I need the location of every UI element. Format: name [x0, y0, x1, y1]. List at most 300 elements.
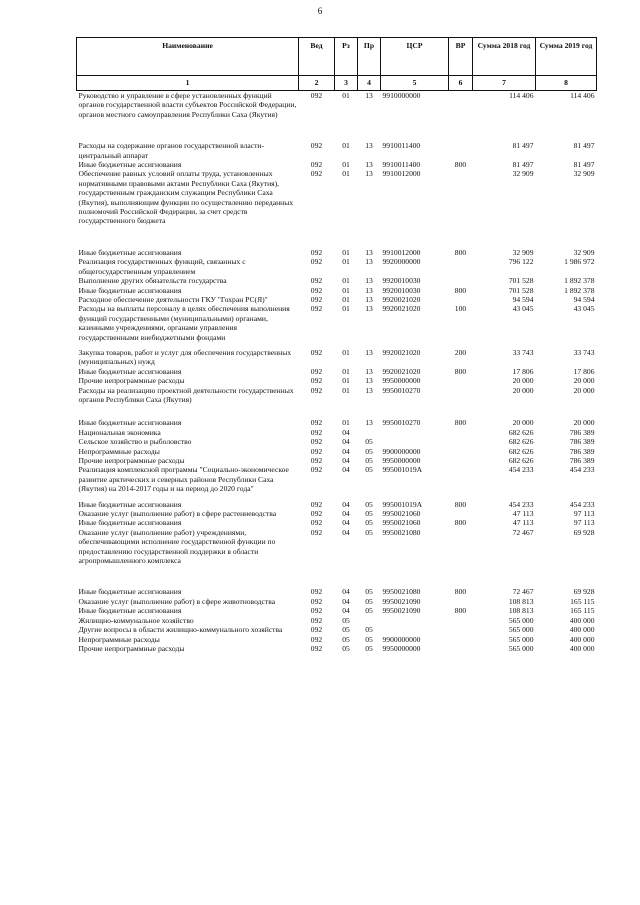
- row-ved: 092: [310, 418, 323, 428]
- column-number-row: [77, 76, 597, 91]
- row-sum-2019: 454 233: [569, 465, 595, 475]
- row-ved: 092: [310, 276, 323, 286]
- table-row: [77, 625, 597, 634]
- row-name: Руководство и управление в сфере установленных функций органов государственной власти субъектов Российской Федерации, органов местного самоуправления Республики Саха (Якутия): [78, 91, 297, 119]
- row-vr: 800: [454, 247, 467, 257]
- row-sum-2018: 114 406: [509, 91, 534, 100]
- header-csr: ЦСР: [381, 38, 449, 76]
- row-name: Расходы на реализацию проектной деятельности государственных органов Республики Саха (Якутия): [78, 385, 294, 404]
- row-vr: [449, 169, 473, 247]
- row-sum-2019: 786 389: [569, 456, 595, 465]
- row-ved: 092: [310, 347, 323, 357]
- row-pr: [358, 428, 381, 437]
- row-sum-2019: 69 928: [573, 527, 595, 537]
- row-sum-2018: 796 122: [508, 257, 534, 267]
- row-sum-2018: 108 813: [508, 606, 534, 616]
- row-pr: 13: [365, 294, 373, 304]
- table-row: [77, 465, 597, 499]
- row-ved: 092: [310, 294, 323, 304]
- header-vr: ВР: [449, 38, 473, 76]
- table-row: [77, 456, 597, 465]
- row-pr: 13: [365, 366, 373, 376]
- row-ved: 092: [310, 587, 323, 597]
- table-row: [77, 276, 597, 285]
- header-ved: Вед: [299, 38, 335, 76]
- row-vr: [449, 597, 473, 606]
- row-pr: 05: [365, 465, 373, 475]
- row-ved: 092: [310, 509, 323, 519]
- table-row: [77, 295, 597, 304]
- header-pr: Пр: [358, 38, 381, 76]
- row-pr: 05: [365, 634, 373, 644]
- row-sum-2019: 32 909: [573, 247, 595, 257]
- row-sum-2018: 47 113: [512, 518, 534, 528]
- row-pr: 05: [365, 625, 373, 635]
- row-rz: 05: [342, 625, 350, 635]
- row-pr: 05: [365, 518, 373, 528]
- row-vr: [449, 447, 473, 456]
- table-body: [77, 91, 597, 654]
- row-rz: 01: [342, 418, 350, 428]
- row-ved: 092: [310, 606, 323, 616]
- row-vr: 800: [454, 418, 467, 428]
- row-vr: 100: [454, 304, 467, 314]
- row-sum-2019: 20 000: [573, 385, 595, 395]
- row-pr: 13: [365, 304, 373, 314]
- row-rz: 01: [342, 276, 350, 286]
- row-csr: 9900000000: [382, 446, 421, 456]
- row-csr: 9920000000: [382, 257, 421, 267]
- row-vr: [449, 635, 473, 644]
- row-name: Прочие непрограммные расходы: [78, 643, 185, 653]
- row-rz: 01: [342, 169, 350, 179]
- row-pr: 05: [365, 587, 373, 597]
- row-ved: 092: [310, 596, 323, 606]
- row-name: Расходы на выплаты персоналу в целях обеспечения выполнения функций государственными (муниципальными) органами, казенными учреждениями, органами управления государственными внебюджетными фондами: [78, 304, 290, 342]
- row-sum-2018: 81 497: [512, 160, 534, 170]
- header-rz: Рз: [335, 38, 358, 76]
- row-rz: 04: [342, 606, 350, 616]
- row-csr: 9920021020: [382, 294, 421, 304]
- row-sum-2019: 20 000: [573, 418, 595, 428]
- row-name: Другие вопросы в области жилищно-коммунального хозяйства: [78, 625, 283, 635]
- row-vr: 800: [454, 366, 467, 376]
- table-row: [77, 160, 597, 169]
- row-sum-2019: 786 389: [569, 437, 595, 447]
- row-ved: 092: [310, 465, 323, 475]
- row-ved: 092: [310, 499, 323, 509]
- row-rz: 04: [342, 465, 350, 475]
- row-sum-2019: 400 000: [569, 634, 595, 644]
- row-vr: [449, 456, 473, 465]
- row-csr: [381, 625, 449, 634]
- row-sum-2019: 20 000: [573, 376, 595, 386]
- row-rz: 01: [342, 376, 350, 386]
- row-ved: 092: [310, 141, 323, 151]
- row-ved: 092: [310, 385, 323, 395]
- row-csr: 9900000000: [382, 634, 421, 644]
- row-sum-2018: 565 000: [508, 615, 534, 625]
- column-number: 5: [381, 76, 449, 91]
- row-sum-2018: 108 813: [508, 596, 534, 606]
- table-row: [77, 91, 597, 142]
- row-rz: 01: [342, 91, 350, 100]
- row-pr: 13: [365, 385, 373, 395]
- row-rz: 01: [342, 247, 350, 257]
- row-rz: 01: [342, 347, 350, 357]
- row-sum-2018: 682 626: [508, 456, 534, 465]
- row-csr: 9950021090: [382, 606, 421, 616]
- row-sum-2019: 17 806: [573, 366, 595, 376]
- row-sum-2018: 81 497: [512, 141, 534, 151]
- row-name: Национальная экономика: [78, 427, 161, 437]
- row-name: Непрограммные расходы: [78, 446, 160, 456]
- row-ved: 092: [310, 634, 323, 644]
- row-rz: 01: [342, 294, 350, 304]
- row-vr: [449, 295, 473, 304]
- row-rz: 01: [342, 304, 350, 314]
- row-csr: 9950021090: [382, 596, 421, 606]
- row-pr: 05: [365, 527, 373, 537]
- row-name: Обеспечение равных условий оплаты труда, установленных нормативными правовыми актами Республики Саха (Якутия), государственным гражданским служащим Республики Саха (Якутия), выполняющим функции по осуществлению переданных полномочий Российской Федерации, за счет средств государственного бюджета: [78, 169, 294, 226]
- table-row: [77, 169, 597, 247]
- row-sum-2019: 786 389: [569, 427, 595, 437]
- row-ved: 092: [310, 247, 323, 257]
- row-rz: 01: [342, 366, 350, 376]
- table-row: [77, 644, 597, 653]
- row-sum-2019: 32 909: [573, 169, 595, 179]
- row-vr: [449, 428, 473, 437]
- row-sum-2018: 33 743: [512, 347, 534, 357]
- row-name: Прочие непрограммные расходы: [78, 376, 185, 386]
- row-vr: 800: [454, 285, 467, 295]
- row-csr: 9920010030: [382, 285, 421, 295]
- column-number: 7: [473, 76, 536, 91]
- row-sum-2018: 682 626: [508, 437, 534, 447]
- row-csr: 9910011400: [382, 141, 421, 151]
- budget-table: [76, 37, 597, 653]
- row-csr: [381, 428, 449, 437]
- row-vr: 800: [454, 160, 467, 170]
- row-rz: 04: [342, 437, 350, 447]
- table-row: [77, 367, 597, 376]
- row-ved: 092: [310, 625, 323, 635]
- row-pr: 13: [365, 91, 373, 100]
- column-number: 4: [358, 76, 381, 91]
- row-rz: 01: [342, 385, 350, 395]
- row-pr: 05: [365, 643, 373, 653]
- row-name: Расходы на содержание органов государственной власти- центральный аппарат: [78, 141, 265, 160]
- table-row: [77, 376, 597, 385]
- row-sum-2019: 400 000: [569, 625, 595, 635]
- row-pr: [358, 616, 381, 625]
- table-row: [77, 304, 597, 348]
- row-rz: 04: [342, 456, 350, 465]
- row-pr: 13: [365, 141, 373, 151]
- row-ved: 092: [310, 643, 323, 653]
- row-ved: 092: [310, 285, 323, 295]
- row-rz: 05: [342, 615, 350, 625]
- row-ved: 092: [310, 518, 323, 528]
- row-csr: 995001019А: [382, 465, 423, 475]
- row-rz: 01: [342, 285, 350, 295]
- row-csr: 995001019А: [382, 499, 423, 509]
- row-csr: 9910012000: [382, 247, 421, 257]
- table-row: [77, 141, 597, 160]
- row-name: Оказание услуг (выполнение работ) в сфере животноводства: [78, 596, 276, 606]
- row-sum-2018: 94 594: [512, 294, 534, 304]
- row-pr: 13: [365, 418, 373, 428]
- row-rz: 04: [342, 427, 350, 437]
- row-rz: 04: [342, 587, 350, 597]
- table-row: [77, 635, 597, 644]
- row-sum-2018: 682 626: [508, 446, 534, 456]
- table-row: [77, 500, 597, 509]
- row-vr: [449, 386, 473, 419]
- row-sum-2018: 701 528: [508, 285, 534, 295]
- row-sum-2018: 454 233: [508, 499, 534, 509]
- row-name: Иные бюджетные ассигнования: [78, 366, 182, 376]
- table-row: [77, 386, 597, 419]
- row-csr: 9920021020: [382, 304, 421, 314]
- table-row: [77, 597, 597, 606]
- row-name: Иные бюджетные ассигнования: [78, 418, 182, 428]
- row-ved: 092: [310, 304, 323, 314]
- row-sum-2019: 1 892 378: [564, 276, 595, 286]
- row-ved: 092: [310, 427, 323, 437]
- header-name: Наименование: [77, 38, 299, 76]
- row-name: Реализация комплексной программы "Социально-экономическое развитие арктических и северных районов Республики Саха (Якутия) на 2014-2017 годы и на период до 2020 года": [78, 465, 289, 494]
- table-row: [77, 587, 597, 596]
- row-rz: 04: [342, 499, 350, 509]
- row-name: Выполнение других обязательств государства: [78, 276, 227, 286]
- row-sum-2019: 81 497: [573, 141, 595, 151]
- row-ved: 092: [310, 527, 323, 537]
- row-vr: [449, 141, 473, 160]
- header-row: [77, 38, 597, 76]
- row-pr: 13: [365, 376, 373, 386]
- row-sum-2019: 400 000: [569, 615, 595, 625]
- row-vr: [449, 91, 473, 142]
- row-name: Непрограммные расходы: [78, 634, 160, 644]
- header-sum-2018: Сумма 2018 год: [473, 38, 536, 76]
- table-row: [77, 286, 597, 295]
- table-row: [77, 606, 597, 615]
- row-sum-2019: 97 113: [573, 518, 595, 528]
- row-rz: 04: [342, 509, 350, 519]
- row-csr: 9950010270: [382, 418, 421, 428]
- row-sum-2019: 43 045: [573, 304, 595, 314]
- row-pr: 05: [365, 437, 373, 447]
- row-sum-2018: 20 000: [512, 376, 534, 386]
- row-ved: 092: [310, 437, 323, 447]
- table-row: [77, 616, 597, 625]
- table-row: [77, 528, 597, 588]
- row-sum-2018: 72 467: [512, 587, 534, 597]
- row-ved: 092: [310, 366, 323, 376]
- table-row: [77, 248, 597, 257]
- row-csr: 9950021080: [382, 587, 421, 597]
- row-sum-2018: 454 233: [508, 465, 534, 475]
- row-name: Иные бюджетные ассигнования: [78, 499, 182, 509]
- row-sum-2019: 69 928: [573, 587, 595, 597]
- row-csr: 9920021020: [382, 347, 421, 357]
- table-row: [77, 518, 597, 527]
- row-sum-2019: 94 594: [573, 294, 595, 304]
- row-pr: 05: [365, 596, 373, 606]
- row-csr: 9950021060: [382, 518, 421, 528]
- page-number: 6: [317, 6, 323, 16]
- row-csr: 9920021020: [382, 366, 421, 376]
- row-vr: 800: [454, 518, 467, 528]
- row-rz: 01: [342, 141, 350, 151]
- row-vr: [449, 625, 473, 634]
- row-sum-2018: 565 000: [508, 643, 534, 653]
- row-rz: 04: [342, 527, 350, 537]
- row-csr: 9920010030: [382, 276, 421, 286]
- row-pr: 05: [365, 446, 373, 456]
- row-sum-2018: 20 000: [512, 418, 534, 428]
- row-vr: [449, 616, 473, 625]
- row-sum-2019: 400 000: [569, 643, 595, 653]
- row-csr: 9950021060: [382, 509, 421, 519]
- row-vr: 800: [454, 606, 467, 616]
- header-sum-2019: Сумма 2019 год: [536, 38, 597, 76]
- table-row: [77, 418, 597, 427]
- row-csr: 9950000000: [382, 643, 421, 653]
- row-name: Сельское хозяйство и рыболовство: [78, 437, 192, 447]
- row-csr: 9950010270: [382, 385, 421, 395]
- row-ved: 092: [310, 257, 323, 267]
- row-vr: 200: [454, 347, 467, 357]
- row-name: Оказание услуг (выполнение работ) в сфере растениеводства: [78, 509, 277, 519]
- row-ved: 092: [310, 615, 323, 625]
- row-pr: 13: [365, 247, 373, 257]
- row-sum-2018: 43 045: [512, 304, 534, 314]
- row-sum-2019: 114 406: [570, 91, 595, 100]
- row-name: Расходное обеспечение деятельности ГКУ "Гохран РС(Я)": [78, 294, 268, 304]
- row-name: Иные бюджетные ассигнования: [78, 606, 182, 616]
- column-number: 8: [536, 76, 597, 91]
- row-csr: 9910012000: [382, 169, 421, 179]
- row-pr: 05: [365, 499, 373, 509]
- row-csr: 9950000000: [382, 376, 421, 386]
- row-ved: 092: [310, 376, 323, 386]
- table-row: [77, 257, 597, 276]
- row-name: Иные бюджетные ассигнования: [78, 587, 182, 597]
- row-rz: 05: [342, 634, 350, 644]
- row-pr: 05: [365, 456, 373, 465]
- row-ved: 092: [310, 446, 323, 456]
- column-number: 3: [335, 76, 358, 91]
- table-row: [77, 348, 597, 367]
- row-sum-2019: 165 115: [570, 606, 595, 616]
- row-sum-2019: 165 115: [570, 596, 595, 606]
- row-vr: [449, 376, 473, 385]
- table-row: [77, 428, 597, 437]
- row-sum-2019: 1 986 972: [564, 257, 595, 267]
- row-sum-2018: 17 806: [512, 366, 534, 376]
- row-name: Иные бюджетные ассигнования: [78, 160, 182, 170]
- row-sum-2019: 97 113: [573, 509, 595, 519]
- row-vr: [449, 276, 473, 285]
- row-vr: [449, 509, 473, 518]
- row-sum-2018: 47 113: [512, 509, 534, 519]
- row-pr: 13: [365, 347, 373, 357]
- row-csr: [381, 437, 449, 446]
- row-csr: 9910011400: [382, 160, 421, 170]
- column-number: 6: [449, 76, 473, 91]
- table-row: [77, 509, 597, 518]
- row-sum-2019: 454 233: [569, 499, 595, 509]
- row-sum-2019: 786 389: [569, 446, 595, 456]
- row-vr: [449, 528, 473, 588]
- row-sum-2018: 682 626: [508, 427, 534, 437]
- row-name: Оказание услуг (выполнение работ) учреждениями, обеспечивающими исполнение государственной функции по предоставлению государственной поддержки в области агропромышленного комплекса: [78, 527, 276, 566]
- row-vr: [449, 644, 473, 653]
- row-name: Жилищно-коммунальное хозяйство: [78, 615, 194, 625]
- row-rz: 04: [342, 596, 350, 606]
- row-sum-2018: 32 909: [512, 169, 534, 179]
- row-pr: 05: [365, 606, 373, 616]
- row-vr: [449, 465, 473, 499]
- row-pr: 13: [365, 169, 373, 179]
- row-rz: 04: [342, 518, 350, 528]
- table-row: [77, 447, 597, 456]
- row-name: Прочие непрограммные расходы: [78, 456, 185, 465]
- row-sum-2018: 32 909: [512, 247, 534, 257]
- row-pr: 13: [365, 257, 373, 267]
- row-sum-2018: 72 467: [512, 527, 534, 537]
- row-rz: 05: [342, 643, 350, 653]
- row-vr: 800: [454, 499, 467, 509]
- row-sum-2019: 1 892 378: [564, 285, 595, 295]
- row-pr: 05: [365, 509, 373, 519]
- column-number: 2: [299, 76, 335, 91]
- row-sum-2018: 565 000: [508, 634, 534, 644]
- row-pr: 13: [365, 160, 373, 170]
- row-name: Реализация государственных функций, связанных с общегосударственным управлением: [78, 257, 246, 276]
- row-pr: 13: [365, 285, 373, 295]
- row-csr: 9950000000: [382, 456, 421, 465]
- row-sum-2018: 20 000: [512, 385, 534, 395]
- column-number: 1: [77, 76, 299, 91]
- row-rz: 01: [342, 257, 350, 267]
- row-sum-2019: 33 743: [573, 347, 595, 357]
- row-sum-2018: 701 528: [508, 276, 534, 286]
- row-ved: 092: [310, 456, 323, 465]
- row-csr: [381, 616, 449, 625]
- row-name: Иные бюджетные ассигнования: [78, 285, 182, 295]
- row-vr: [449, 257, 473, 276]
- row-sum-2019: 81 497: [573, 160, 595, 170]
- row-pr: 13: [365, 276, 373, 286]
- row-name: Закупка товаров, работ и услуг для обеспечения государственных (муниципальных) нужд: [78, 347, 292, 367]
- row-vr: 800: [454, 587, 467, 597]
- row-vr: [449, 437, 473, 446]
- row-csr: 9950021080: [382, 527, 421, 537]
- row-rz: 04: [342, 446, 350, 456]
- row-ved: 092: [310, 169, 323, 179]
- row-csr: 9910000000: [382, 91, 421, 100]
- row-ved: 092: [310, 160, 323, 170]
- row-name: Иные бюджетные ассигнования: [78, 518, 182, 528]
- row-ved: 092: [310, 91, 323, 100]
- row-name: Иные бюджетные ассигнования: [78, 247, 182, 257]
- row-sum-2018: 565 000: [508, 625, 534, 635]
- row-rz: 01: [342, 160, 350, 170]
- table-row: [77, 437, 597, 446]
